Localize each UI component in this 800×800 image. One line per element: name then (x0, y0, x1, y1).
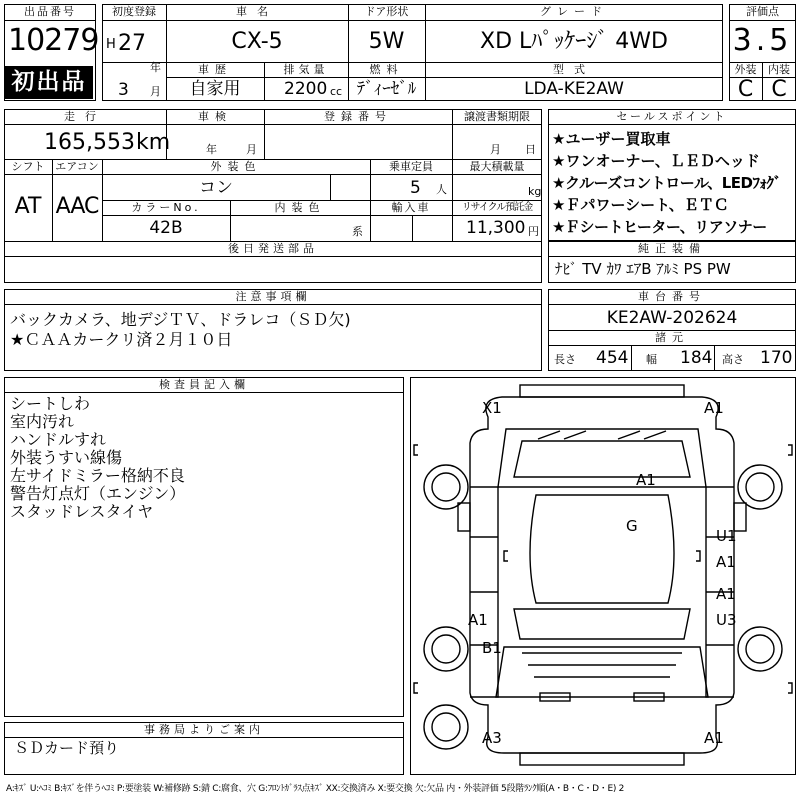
damage-mark-right-front-1: U1 (716, 527, 737, 545)
color-no-value: 42B (149, 218, 183, 238)
capacity-label: 乗車定員 (389, 160, 433, 173)
sales-points-list (552, 128, 794, 238)
shift-value: AT (14, 194, 42, 219)
transfer-day-unit: 日 (525, 143, 536, 156)
max-load-label: 最大積載量 (469, 160, 525, 173)
damage-mark-front-right: A1 (704, 399, 724, 417)
front-bumper (520, 385, 684, 397)
roof-panel (530, 495, 674, 603)
notes-label: 注意事項欄 (235, 290, 311, 303)
capacity-unit: 人 (436, 183, 447, 196)
sales-point: ★ユーザー買取車 (552, 130, 671, 148)
damage-mark-left-rear: A1 (468, 611, 488, 629)
inspector-line: スタッドレスタイヤ (10, 502, 154, 521)
note-line: ★ＣＡＡカークリ済２月１０日 (10, 330, 233, 349)
lot-number: 10279 (8, 23, 99, 58)
int-color-label: 内装色 (274, 201, 326, 214)
inspection-year-unit: 年 (206, 143, 217, 156)
door-label: ドア形状 (364, 5, 409, 18)
door-type: 5W (368, 29, 405, 54)
reg-number-label: 登録番号 (324, 110, 392, 123)
chassis-label: 車台番号 (638, 290, 706, 303)
rear-glass-lines (522, 653, 682, 677)
length-label: 長さ (554, 353, 576, 366)
inspector-line: シートしわ (10, 394, 91, 413)
mileage-value: 165,553 (44, 130, 135, 155)
windshield (514, 441, 690, 477)
inspection-month-unit: 月 (246, 143, 257, 156)
history-label: 車歴 (198, 63, 232, 76)
damage-mark-roof: G (626, 517, 638, 535)
rear-window (514, 609, 690, 639)
office-label: 事務局よりご案内 (144, 723, 264, 736)
fuel-value: ﾃﾞｨｰｾﾞﾙ (356, 79, 417, 99)
chassis-number: KE2AW-202624 (606, 308, 738, 328)
era-letter: H (106, 37, 116, 52)
hood (498, 429, 706, 487)
month-unit: 月 (150, 85, 161, 98)
first-registration-label: 初度登録 (112, 5, 156, 18)
rear-bumper (520, 753, 684, 765)
model-name: CX-5 (231, 29, 283, 54)
office-value: ＳＤカード預り (14, 739, 120, 757)
genuine-equipment-label: 純正装備 (638, 242, 706, 255)
lot-number-label: 出品番号 (24, 5, 76, 18)
registration-year: 27 (118, 31, 146, 56)
grade-value: XD Lﾊﾟｯｹｰｼﾞ 4WD (480, 29, 668, 54)
color-no-label: カラーNo. (131, 201, 201, 214)
int-grade-label: 内装 (768, 63, 790, 76)
sales-point: ★Ｆシートヒーター、リアソナー (552, 218, 767, 236)
ext-color-label: 外装色 (210, 160, 262, 173)
max-load-unit: kg (528, 185, 542, 198)
length-value: 454 (596, 348, 629, 368)
inspector-label: 検査員記入欄 (159, 378, 249, 391)
int-color-unit: 系 (352, 225, 363, 238)
shift-label: シフト (11, 160, 45, 173)
front-right-wheel (738, 465, 782, 509)
rear-right-wheel (738, 627, 782, 671)
spare-wheel (424, 705, 468, 749)
damage-mark-hood: A1 (636, 471, 656, 489)
inspector-line: 室内汚れ (10, 412, 75, 431)
sales-points-label: セールスポイント (616, 110, 728, 123)
model-code-value: LDA-KE2AW (524, 79, 624, 99)
damage-mark-right-rear-1: A1 (716, 585, 736, 603)
recycle-value: 11,300 (466, 218, 526, 238)
grade-label: グレード (540, 5, 608, 18)
car-outline (470, 397, 734, 753)
score-value: 3.5 (732, 23, 793, 58)
tailgate (496, 647, 708, 697)
inspector-line: 外装うすい線傷 (10, 448, 123, 467)
dimensions-label: 諸元 (655, 331, 689, 344)
recycle-unit: 円 (528, 225, 539, 238)
later-parts-label: 後日発送部品 (228, 242, 318, 255)
damage-mark-front-left: X1 (482, 399, 502, 417)
inspector-lines (10, 395, 185, 521)
displacement-unit: cc (330, 85, 343, 98)
sales-point: ★ワンオーナー、ＬＥＤヘッド (552, 152, 760, 170)
displacement-label: 排気量 (283, 63, 329, 76)
score-label: 評価点 (746, 5, 779, 18)
notes-lines (10, 310, 351, 350)
mileage-label: 走行 (64, 110, 106, 123)
height-value: 170 (760, 348, 793, 368)
damage-mark-rear-right: A1 (704, 729, 724, 747)
inspector-line: 警告灯点灯（エンジン） (10, 484, 186, 503)
history-value: 自家用 (189, 79, 241, 99)
sales-point: ★Ｆパワーシート、ＥＴＣ (552, 196, 729, 214)
note-line: バックカメラ、地デジＴＶ、ドラレコ（ＳＤ欠) (10, 310, 351, 329)
transfer-label: 譲渡書類期限 (464, 110, 530, 123)
year-unit: 年 (150, 61, 161, 74)
transfer-month-unit: 月 (490, 143, 501, 156)
fuel-label: 燃料 (369, 63, 404, 76)
car-diagram (410, 377, 796, 775)
capacity-value: 5 (410, 178, 421, 198)
front-left-wheel (424, 465, 468, 509)
width-label: 幅 (646, 353, 657, 366)
sales-point: ★クルーズコントロール、LEDﾌｫｸﾞ (552, 174, 782, 192)
import-label: 輸入車 (391, 201, 431, 214)
ext-grade-value: C (737, 77, 754, 102)
inspector-line: 左サイドミラー格納不良 (10, 466, 185, 485)
damage-mark-right-front-2: A1 (716, 553, 736, 571)
registration-month: 3 (118, 80, 129, 100)
height-label: 高さ (722, 353, 744, 366)
model-code-label: 型式 (553, 63, 595, 76)
left-mirror (458, 503, 470, 531)
damage-mark-right-rear-2: U3 (716, 611, 737, 629)
displacement-value: 2200 (284, 79, 328, 99)
recycle-label: リサイクル預託金 (461, 202, 533, 213)
genuine-equipment-value: ﾅﾋﾞ TV ｶﾜ ｴｱB ｱﾙﾐ PS PW (555, 260, 731, 278)
rear-left-wheel (424, 627, 468, 671)
int-grade-value: C (771, 77, 787, 102)
inspector-line: ハンドルすれ (10, 430, 107, 449)
width-value: 184 (680, 348, 713, 368)
inspection-label: 車検 (198, 110, 232, 123)
ext-color-value: コン (199, 178, 233, 198)
legend: A:ｷｽﾞ U:ﾍｺﾐ B:ｷｽﾞを伴うﾍｺﾐ P:要塗装 W:補修跡 S:錆 C:腐食、穴 G:ﾌﾛﾝﾄｶﾞﾗｽ点ｷｽﾞ XX:交換済み X:要交換 欠:欠品 内・外装評価 5段階ﾗﾝｸ順(A・B・C・D・E) 2 (6, 784, 625, 794)
damage-mark-left-fender: B1 (482, 639, 502, 657)
mileage-unit: km (136, 130, 171, 155)
ac-value: AAC (55, 194, 99, 219)
first-listing-badge: 初出品 (5, 66, 93, 99)
ac-label: エアコン (55, 160, 99, 173)
model-label: 車名 (236, 5, 278, 18)
ext-grade-label: 外装 (734, 63, 757, 76)
damage-mark-rear-left: A3 (482, 729, 502, 747)
